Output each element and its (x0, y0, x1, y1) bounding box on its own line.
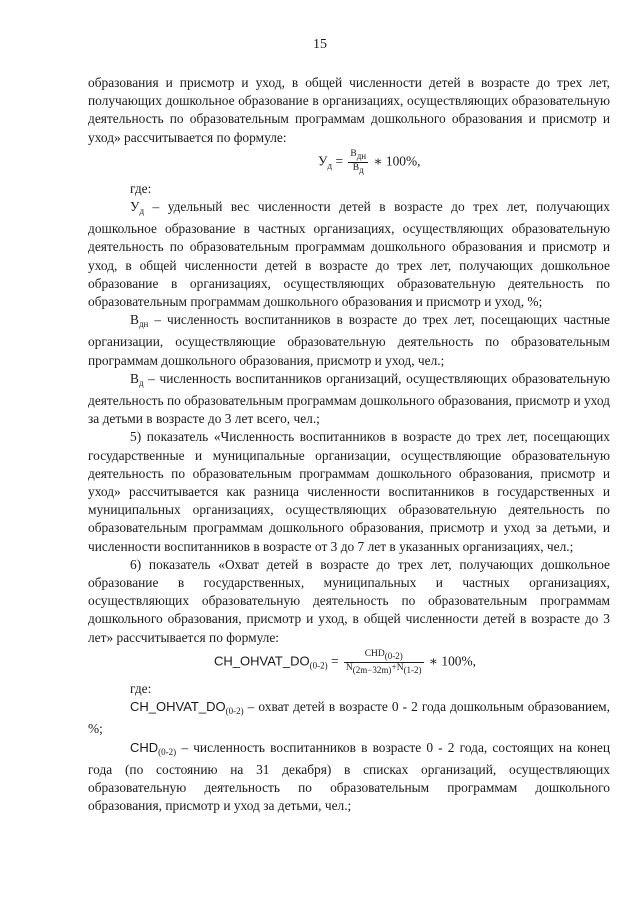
formula1-denominator (348, 163, 368, 176)
body-text (88, 74, 610, 815)
def-ud-sub: д (139, 206, 145, 217)
def-chohvat-text: – охват детей в возрасте 0 - 2 года дошкольным образованием, %; (88, 699, 610, 737)
def-chd-text: – численность воспитанников в возрасте 0 - 2 года, состоящих на конец года (по состоянию на 31 декабря) в списках организаций, осуществляющих образовательную деятельность по образовательным программам дошкольного образования, присмотр и уход за детьми, чел.; (88, 739, 610, 814)
formula1-den: В (352, 162, 360, 173)
where-label-1: где: (130, 180, 152, 196)
def-vdn-symbol: В (130, 312, 139, 328)
formula2-den-a: N (345, 662, 353, 673)
formula1-lhs-sub: д (327, 160, 333, 171)
formula1-den-sub: д (359, 164, 364, 175)
formula2-fraction (344, 649, 424, 676)
formula2-den-a-sub: (2m−32m) (352, 664, 392, 675)
formula2-lhs: CH_OHVAT_DO (214, 653, 310, 669)
def-vd-text: – численность воспитанников организаций, осуществляющих образовательную деятельность по образовательным программам дошкольного образования, присмотр и уход за детьми в возрасте до 3 лет всего, чел.; (88, 370, 610, 427)
formula1-num-sub: дн (356, 150, 367, 161)
paragraph-indicator-5: 5) показатель «Численность воспитанников в возрасте до трех лет, посещающих государственные и муниципальные организации, осуществляющие образовательную деятельность по образовательным программам дошкольного образования, присмотр и уход» рассчитывается как разница численности воспитанников в государственных и муниципальных организациях, осуществляющих образовательную деятельность по образовательным программам дошкольного образования, присмотр и уход за детьми, и численности воспитанников в возрасте от 3 до 7 лет в указанных организациях, чел.; (88, 429, 610, 554)
definition-vdn (88, 311, 610, 370)
page-number: 15 (313, 37, 327, 52)
def-ud-symbol: У (130, 199, 140, 215)
definition-vd (88, 370, 610, 429)
def-vd-sub: д (138, 377, 144, 388)
formula2-num-sub: (0-2) (384, 650, 403, 661)
formula1-tail: ∗ 100%, (373, 153, 421, 169)
def-chd-symbol: CHD (130, 739, 159, 755)
definition-ch-ohvat (88, 698, 610, 738)
definition-ud (88, 198, 610, 311)
def-vd-symbol: В (130, 370, 139, 386)
def-chohvat-symbol: CH_OHVAT_DO (130, 699, 226, 715)
formula1-eq: = (335, 153, 343, 169)
formula2-den-b-sub: (1-2) (403, 664, 422, 675)
where-label-2: где: (130, 680, 152, 696)
formula2-den-plus: + (391, 662, 397, 673)
formula2-denominator (344, 663, 424, 676)
formula2-numerator (344, 649, 424, 663)
formula2-den-b: N (396, 662, 404, 673)
formula-share (88, 149, 610, 176)
def-chohvat-sub: (0-2) (225, 706, 244, 717)
formula1-lhs: У (318, 153, 328, 169)
definition-chd (88, 739, 610, 816)
formula2-tail: ∗ 100%, (428, 653, 476, 669)
formula1-numerator (348, 149, 368, 163)
formula2-num: CHD (364, 648, 385, 659)
def-ud-text: – удельный вес численности детей в возрасте до трех лет, получающих дошкольное образование в частных организациях, осуществляющих образовательную деятельность по образовательным программам дошкольного образования и присмотр и уход, в общей численности детей в возрасте до трех лет, получающих дошкольное образование в организациях, осуществляющих образовательную деятельность по образовательным программам дошкольного образования и присмотр и уход, %; (88, 199, 610, 310)
formula2-eq: = (330, 653, 339, 669)
def-chd-sub: (0-2) (158, 746, 177, 757)
def-vdn-sub: дн (138, 319, 149, 330)
def-vdn-text: – численность воспитанников в возрасте до трех лет, посещающих частные организации, осуществляющие образовательную деятельность по образовательным программам дошкольного образования, присмотр и уход, чел.; (88, 312, 610, 368)
formula-coverage (88, 649, 610, 676)
formula1-num: В (350, 148, 357, 159)
paragraph-indicator-6: 6) показатель «Охват детей в возрасте до трех лет, получающих дошкольное образование в государственных, муниципальных и частных организациях, осуществляющих образовательную деятельность по образовательным программам дошкольного образования, присмотр и уход, в общей численности детей в возрасте до 3 лет» рассчитывается по формуле: (88, 556, 610, 645)
paragraph-intro: образования и присмотр и уход, в общей численности детей в возрасте до трех лет, получающих дошкольное образование в организациях, осуществляющих образовательную деятельность по образовательным программам дошкольного образования и присмотр и уход» рассчитывается по формуле: (88, 75, 610, 145)
formula2-lhs-sub: (0-2) (309, 660, 328, 671)
formula1-fraction (348, 149, 368, 176)
